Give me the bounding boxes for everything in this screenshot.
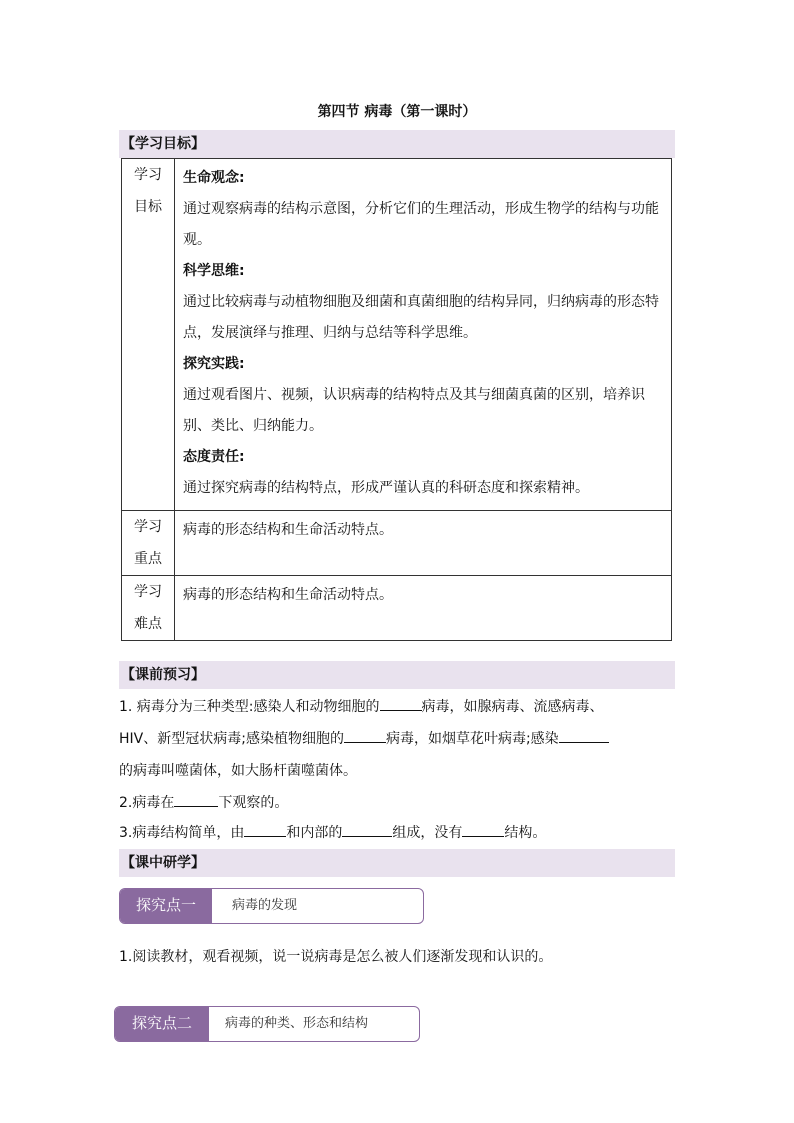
objective-heading: 态度责任: (183, 449, 245, 465)
objective-heading: 探究实践: (183, 356, 245, 372)
preview-text: 病毒，如烟草花叶病毒;感染 (385, 731, 559, 747)
explore-point-1-label: 探究点一 (120, 889, 212, 923)
objective-text: 通过比较病毒与动植物细胞及细菌和真菌细胞的结构异同，归纳病毒的形态特点，发展演绎与推理、归纳与总结等科学思维。 (183, 294, 659, 341)
preview-text: 组成，没有 (392, 825, 463, 841)
objective-text: 通过观看图片、视频，认识病毒的结构特点及其与细菌真菌的区别，培养识别、类比、归纳能力。 (183, 387, 645, 434)
explore-point-1-title: 病毒的发现 (232, 898, 298, 913)
objectives-label (122, 159, 175, 511)
preview-question-3 (119, 817, 679, 849)
fill-blank[interactable] (342, 818, 392, 837)
explore-question-1: 1.阅读教材，观看视频，说一说病毒是怎么被人们逐渐发现和认识的。 (119, 949, 553, 965)
objectives-content (175, 159, 672, 511)
difficulties-label-text: 学习难点 (134, 584, 162, 632)
objective-text: 通过探究病毒的结构特点，形成严谨认真的科研态度和探索精神。 (183, 480, 589, 496)
objective-heading: 生命观念: (183, 170, 245, 186)
key-points-label (122, 511, 175, 576)
preview-text: 和内部的 (286, 825, 343, 841)
difficulties-content: 病毒的形态结构和生命活动特点。 (175, 576, 672, 641)
objectives-table (121, 158, 672, 641)
fill-blank[interactable] (244, 818, 286, 837)
preview-text: 2.病毒在 (119, 795, 175, 811)
preview-text: 下观察的。 (218, 795, 289, 811)
preview-question-1 (119, 691, 679, 787)
explore-point-2-title: 病毒的种类、形态和结构 (225, 1016, 369, 1031)
fill-blank[interactable] (462, 818, 504, 837)
page-title: 第四节 病毒（第一课时） (317, 104, 477, 120)
objective-text: 通过观察病毒的结构示意图，分析它们的生理活动，形成生物学的结构与功能观。 (183, 201, 659, 248)
explore-point-1-tag (119, 888, 424, 924)
explore-point-2-label: 探究点二 (115, 1007, 209, 1041)
preview-text: 3.病毒结构简单，由 (119, 825, 245, 841)
difficulties-label (122, 576, 175, 641)
fill-blank[interactable] (344, 724, 386, 743)
preview-text: 病毒，如腺病毒、流感病毒、 (421, 699, 604, 715)
preview-question-2 (119, 787, 679, 819)
objectives-label-text: 学习目标 (134, 167, 162, 215)
explore-point-2-tag (114, 1006, 420, 1042)
preview-text: 结构。 (504, 825, 547, 841)
section-preview-header: 【课前预习】 (119, 661, 675, 689)
section-study-header: 【课中研学】 (119, 849, 675, 877)
preview-text: HIV、新型冠状病毒;感染植物细胞的 (119, 731, 344, 747)
fill-blank[interactable] (174, 788, 218, 807)
section-objectives-header: 【学习目标】 (119, 130, 675, 158)
objective-heading: 科学思维: (183, 263, 245, 279)
preview-text: 1. 病毒分为三种类型:感染人和动物细胞的 (119, 699, 380, 715)
fill-blank[interactable] (559, 724, 609, 743)
key-points-content: 病毒的形态结构和生命活动特点。 (175, 511, 672, 576)
key-points-label-text: 学习重点 (134, 519, 162, 567)
fill-blank[interactable] (380, 692, 422, 711)
preview-text: 的病毒叫噬菌体，如大肠杆菌噬菌体。 (119, 763, 357, 779)
